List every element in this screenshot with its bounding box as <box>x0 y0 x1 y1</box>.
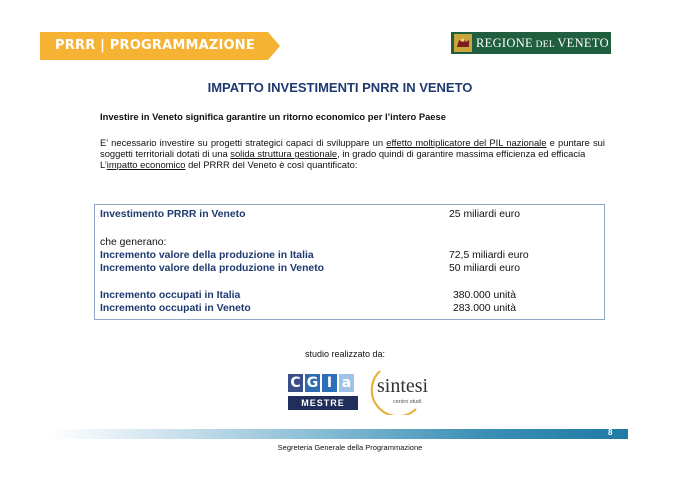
section-tag <box>40 32 280 60</box>
cgia-letter: C <box>288 374 303 392</box>
sintesi-logo <box>368 365 438 415</box>
impact-row-value: 283.000 unità <box>453 303 516 314</box>
investment-value: 25 miliardi euro <box>449 209 521 220</box>
impact-row-value: 50 miliardi euro <box>449 263 521 274</box>
paragraph-2: L’impatto economico del PRRR del Veneto è così quantificato: <box>100 159 358 171</box>
cgia-mestre-logo <box>288 374 358 410</box>
credit-text: studio realizzato da: <box>304 349 386 359</box>
lion-of-saint-mark-icon <box>454 34 472 52</box>
regione-veneto-logo <box>451 32 611 54</box>
page-subtitle: Investire in Veneto significa garantire un ritorno economico per l’intero Paese <box>100 111 446 122</box>
sintesi-word: sintesi <box>377 375 429 397</box>
footer-text: Segreteria Generale della Programmazione <box>277 443 423 452</box>
cgia-letter: G <box>306 375 319 391</box>
paragraph-1: E’ necessario investire su progetti strategici capaci di sviluppare un effetto moltiplicatore del PIL nazionale e puntare sui soggetti territoriali dotati di una solida struttura gestionale, in grado quindi di garantire massima efficienza ed efficacia <box>100 137 605 160</box>
section-tag-label: PRRR | PROGRAMMAZIONE <box>55 38 255 53</box>
logo-text: REGIONE DEL VENETO <box>476 35 609 50</box>
impact-row-label: Incremento occupati in Veneto <box>100 303 251 314</box>
impact-row-label: Incremento occupati in Italia <box>100 290 241 301</box>
cgia-letter: a <box>339 374 354 392</box>
impact-row-value: 72,5 miliardi euro <box>449 250 529 261</box>
impact-row-value: 380.000 unità <box>453 290 516 301</box>
sintesi-sub: centro studi <box>393 399 422 405</box>
impact-row-label: Incremento valore della produzione in Italia <box>100 250 314 261</box>
footer-bar <box>50 429 628 439</box>
impact-box <box>94 204 605 320</box>
page-number: 8 <box>608 428 613 437</box>
cgia-sub: MESTRE <box>288 396 358 410</box>
generates-label: che generano: <box>100 237 167 248</box>
page-title: IMPATTO INVESTIMENTI PNRR IN VENETO <box>207 80 473 95</box>
cgia-letter: I <box>322 374 337 392</box>
impact-row-label: Incremento valore della produzione in Veneto <box>100 263 325 274</box>
intro-paragraph <box>100 137 605 171</box>
investment-label: Investimento PRRR in Veneto <box>100 209 246 220</box>
